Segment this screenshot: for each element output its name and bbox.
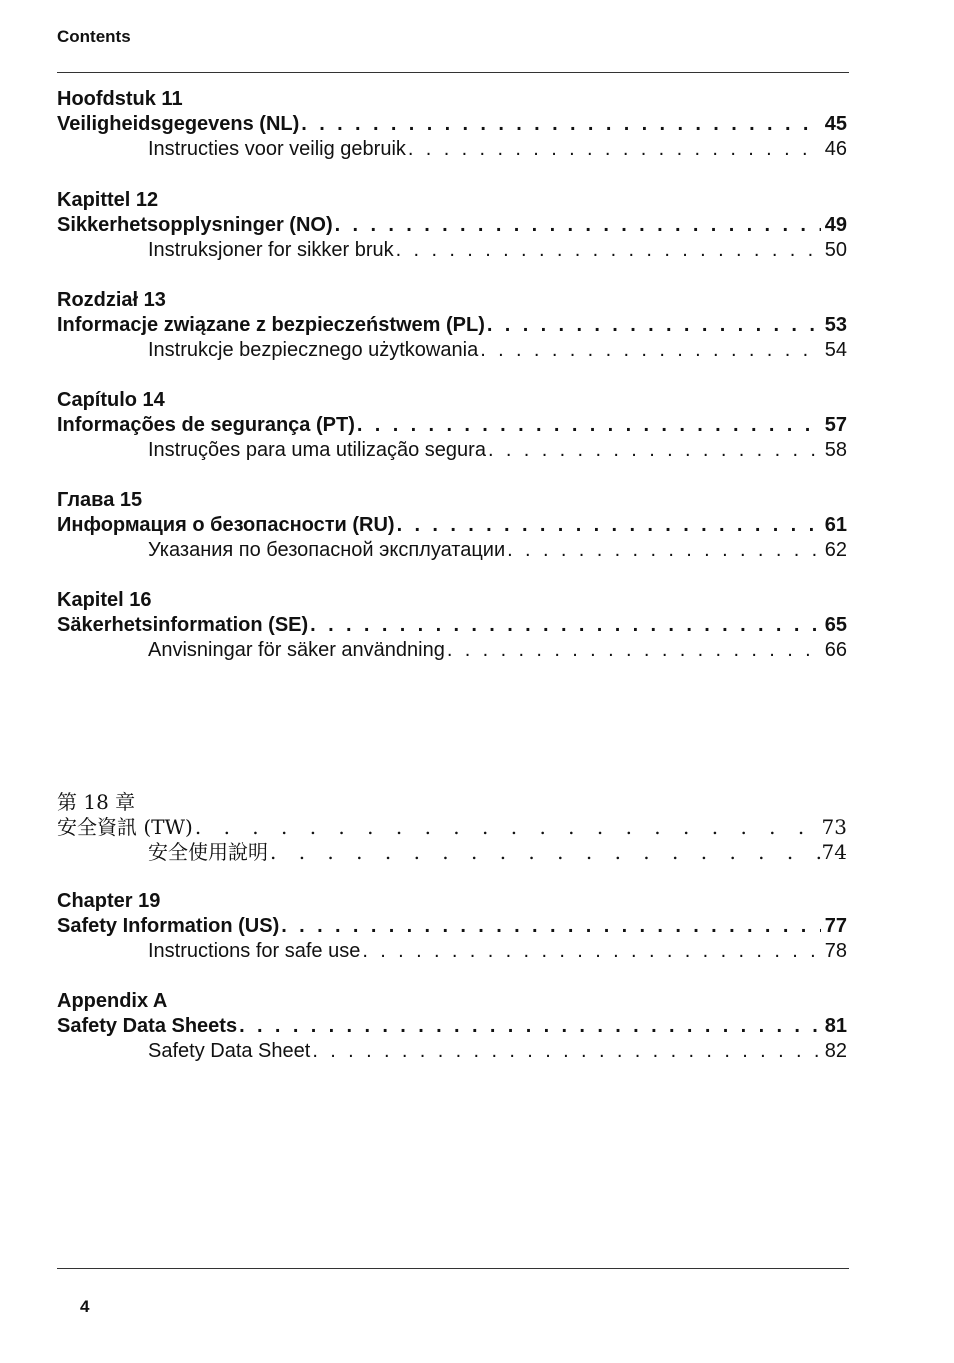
toc-chapter-19 xyxy=(57,889,847,964)
chapter-label: Rozdział 13 xyxy=(57,289,166,311)
dot-leader xyxy=(445,638,821,663)
subentry-title: Instructies voor veilig gebruik xyxy=(148,138,406,160)
toc-subentry[interactable] xyxy=(57,1039,847,1064)
toc-entry[interactable] xyxy=(57,413,847,438)
subentry-page: 74 xyxy=(821,840,847,864)
dot-leader xyxy=(394,238,821,263)
toc-subentry[interactable] xyxy=(57,338,847,363)
entry-title: Sikkerhetsopplysninger (NO) xyxy=(57,214,333,236)
dot-leader xyxy=(268,840,821,865)
chapter-label: Chapter 19 xyxy=(57,890,161,912)
toc-chapter-16 xyxy=(57,588,847,663)
dot-leader xyxy=(478,338,821,363)
dot-leader xyxy=(279,914,821,939)
entry-page: 61 xyxy=(824,514,847,536)
entry-title: Informações de segurança (PT) xyxy=(57,414,355,436)
toc-entry[interactable] xyxy=(57,914,847,939)
toc-entry[interactable] xyxy=(57,213,847,238)
subentry-title: Safety Data Sheet xyxy=(148,1040,311,1062)
chapter-label: Hoofdstuk 11 xyxy=(57,88,183,110)
dot-leader xyxy=(485,313,821,338)
chapter-label: Kapittel 12 xyxy=(57,189,159,211)
toc-subentry[interactable] xyxy=(57,438,847,463)
dot-leader xyxy=(355,413,821,438)
subentry-title: 安全使用說明 xyxy=(148,840,268,864)
subentry-page: 58 xyxy=(824,439,847,461)
chapter-label: Appendix A xyxy=(57,990,168,1012)
subentry-page: 50 xyxy=(824,239,847,261)
subentry-title: Anvisningar för säker användning xyxy=(148,639,445,661)
entry-page: 73 xyxy=(821,815,847,839)
toc-entry[interactable] xyxy=(57,1014,847,1039)
toc-entry[interactable] xyxy=(57,112,847,137)
subentry-page: 66 xyxy=(824,639,847,661)
header-rule xyxy=(57,72,849,73)
dot-leader xyxy=(395,513,821,538)
toc-chapter-18 xyxy=(57,790,847,865)
entry-page: 49 xyxy=(824,214,847,236)
toc-subentry[interactable] xyxy=(57,939,847,964)
dot-leader xyxy=(360,939,821,964)
dot-leader xyxy=(486,438,821,463)
subentry-title: Instruksjoner for sikker bruk xyxy=(148,239,394,261)
subentry-title: Instruções para uma utilização segura xyxy=(148,439,486,461)
dot-leader xyxy=(406,137,821,162)
running-header: Contents xyxy=(57,27,131,46)
chapter-label: 第 18 章 xyxy=(57,790,136,814)
chapter-label: Глава 15 xyxy=(57,489,143,511)
entry-page: 57 xyxy=(824,414,847,436)
subentry-page: 62 xyxy=(824,539,847,561)
dot-leader xyxy=(333,213,821,238)
toc-chapter-15 xyxy=(57,488,847,563)
dot-leader xyxy=(505,538,821,563)
subentry-page: 46 xyxy=(824,138,847,160)
entry-title: Safety Data Sheets xyxy=(57,1015,238,1037)
entry-title: Safety Information (US) xyxy=(57,915,280,937)
toc-subentry[interactable] xyxy=(57,538,847,563)
toc-entry[interactable] xyxy=(57,815,847,840)
chapter-label: Kapitel 16 xyxy=(57,589,152,611)
toc-chapter-14 xyxy=(57,388,847,463)
subentry-title: Указания по безопасной эксплуатации xyxy=(148,539,506,561)
toc-chapter-12 xyxy=(57,188,847,263)
toc-subentry[interactable] xyxy=(57,638,847,663)
dot-leader xyxy=(308,613,821,638)
entry-title: 安全資訊 (TW) xyxy=(57,815,193,839)
dot-leader xyxy=(237,1014,821,1039)
entry-title: Veiligheidsgegevens (NL) xyxy=(57,113,300,135)
toc-subentry[interactable] xyxy=(57,238,847,263)
toc-appendix-a xyxy=(57,989,847,1064)
entry-page: 81 xyxy=(824,1015,847,1037)
entry-title: Информация о безопасности (RU) xyxy=(57,514,395,536)
toc-chapter-13 xyxy=(57,288,847,363)
subentry-page: 78 xyxy=(824,940,847,962)
toc-subentry[interactable] xyxy=(57,137,847,162)
subentry-page: 82 xyxy=(824,1040,847,1062)
entry-page: 53 xyxy=(824,314,847,336)
dot-leader xyxy=(193,815,821,840)
toc-entry[interactable] xyxy=(57,513,847,538)
subentry-title: Instructions for safe use xyxy=(148,940,361,962)
chapter-label: Capítulo 14 xyxy=(57,389,165,411)
page-number: 4 xyxy=(80,1297,90,1316)
entry-page: 65 xyxy=(824,614,847,636)
entry-title: Informacje związane z bezpieczeństwem (PL) xyxy=(57,314,485,336)
toc-entry[interactable] xyxy=(57,613,847,638)
entry-title: Säkerhetsinformation (SE) xyxy=(57,614,309,636)
toc-entry[interactable] xyxy=(57,313,847,338)
dot-leader xyxy=(310,1039,821,1064)
footer-rule xyxy=(57,1268,849,1269)
toc-subentry[interactable] xyxy=(57,840,847,865)
entry-page: 77 xyxy=(824,915,847,937)
dot-leader xyxy=(299,112,821,137)
toc-chapter-11 xyxy=(57,87,847,162)
subentry-title: Instrukcje bezpiecznego użytkowania xyxy=(148,339,479,361)
subentry-page: 54 xyxy=(824,339,847,361)
entry-page: 45 xyxy=(824,113,847,135)
